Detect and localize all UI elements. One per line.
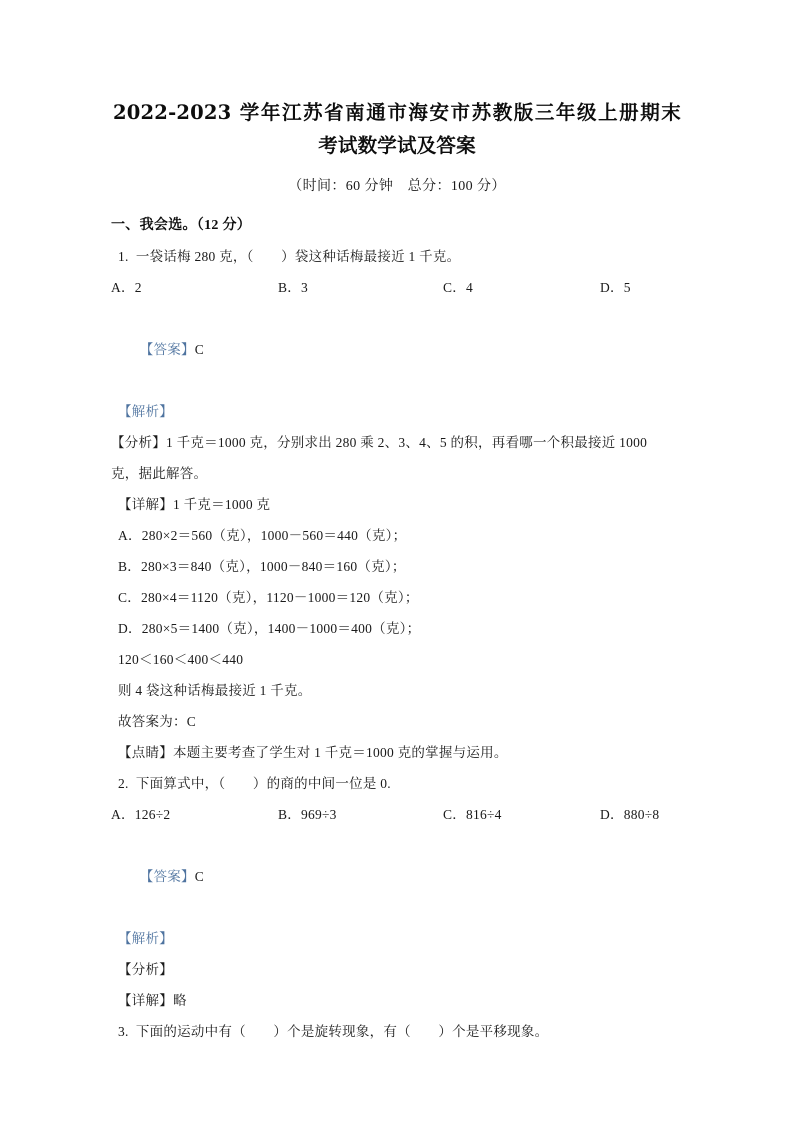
answer-tag: 【答案】 bbox=[139, 342, 195, 357]
question-2-xiangjie: 【详解】略 bbox=[118, 993, 187, 1008]
document-title bbox=[111, 96, 683, 162]
page-content bbox=[111, 96, 683, 1047]
question-1-option-a[interactable]: A．2 bbox=[111, 280, 142, 295]
question-1-answer-value: C bbox=[194, 342, 205, 357]
question-2-fenxi-tag: 【分析】 bbox=[118, 962, 173, 977]
question-1-option-c[interactable]: C．4 bbox=[443, 280, 474, 295]
answer-tag: 【答案】 bbox=[139, 869, 195, 884]
question-2-option-a[interactable]: A．126÷2 bbox=[111, 807, 171, 822]
question-2-analysis-tag: 【解析】 bbox=[118, 931, 173, 946]
question-1-options bbox=[111, 272, 683, 303]
question-1-step-c: C．280×4＝1120（克），1120－1000＝120（克）； bbox=[118, 590, 419, 605]
question-1-option-b[interactable]: B．3 bbox=[278, 280, 309, 295]
question-3-stem: 3. 下面的运动中有（ ）个是旋转现象，有（ ）个是平移现象。 bbox=[118, 1024, 549, 1039]
question-1-final-answer: 故答案为：C bbox=[118, 714, 197, 729]
question-1-xiangjie-head: 【详解】1 千克＝1000 克 bbox=[118, 497, 271, 512]
question-2-options bbox=[111, 799, 683, 830]
document-title-line-2: 考试数学试及答案 bbox=[318, 134, 476, 157]
question-1-fenxi-line-2: 克，据此解答。 bbox=[111, 466, 208, 481]
question-1-fenxi-paragraph bbox=[111, 427, 683, 489]
question-1-answer-row bbox=[111, 303, 683, 396]
question-1-dianjing: 【点睛】本题主要考查了学生对 1 千克＝1000 克的掌握与运用。 bbox=[118, 745, 508, 760]
question-2-option-d[interactable]: D．880÷8 bbox=[600, 807, 660, 822]
question-1-stem: 1. 一袋话梅 280 克，（ ）袋这种话梅最接近 1 千克。 bbox=[118, 249, 461, 264]
question-1-conclusion: 则 4 袋这种话梅最接近 1 千克。 bbox=[118, 683, 312, 698]
question-1-fenxi-line-1: 【分析】1 千克＝1000 克，分别求出 280 乘 2、3、4、5 的积，再看哪一个积最接近 1000 bbox=[111, 435, 648, 450]
question-2-option-c[interactable]: C．816÷4 bbox=[443, 807, 502, 822]
question-1-option-d[interactable]: D．5 bbox=[600, 280, 631, 295]
question-2-option-b[interactable]: B．969÷3 bbox=[278, 807, 337, 822]
question-1-comparison: 120＜160＜400＜440 bbox=[118, 652, 244, 667]
exam-meta-subtitle: （时间：60 分钟 总分：100 分） bbox=[288, 179, 506, 194]
question-1-step-a: A．280×2＝560（克），1000－560＝440（克）； bbox=[118, 528, 407, 543]
question-2-answer-value: C bbox=[194, 869, 205, 884]
question-1-step-b: B．280×3＝840（克），1000－840＝160（克）； bbox=[118, 559, 406, 574]
question-1-analysis-tag: 【解析】 bbox=[118, 404, 173, 419]
question-1-step-d: D．280×5＝1400（克），1400－1000＝400（克）； bbox=[118, 621, 421, 636]
section-heading-multiple-choice: 一、我会选。（12 分） bbox=[111, 218, 252, 233]
document-title-line-1: 2022-2023 学年江苏省南通市海安市苏教版三年级上册期末 bbox=[113, 101, 681, 124]
question-2-stem: 2. 下面算式中，（ ）的商的中间一位是 0. bbox=[118, 776, 391, 791]
question-2-answer-row bbox=[111, 830, 683, 923]
